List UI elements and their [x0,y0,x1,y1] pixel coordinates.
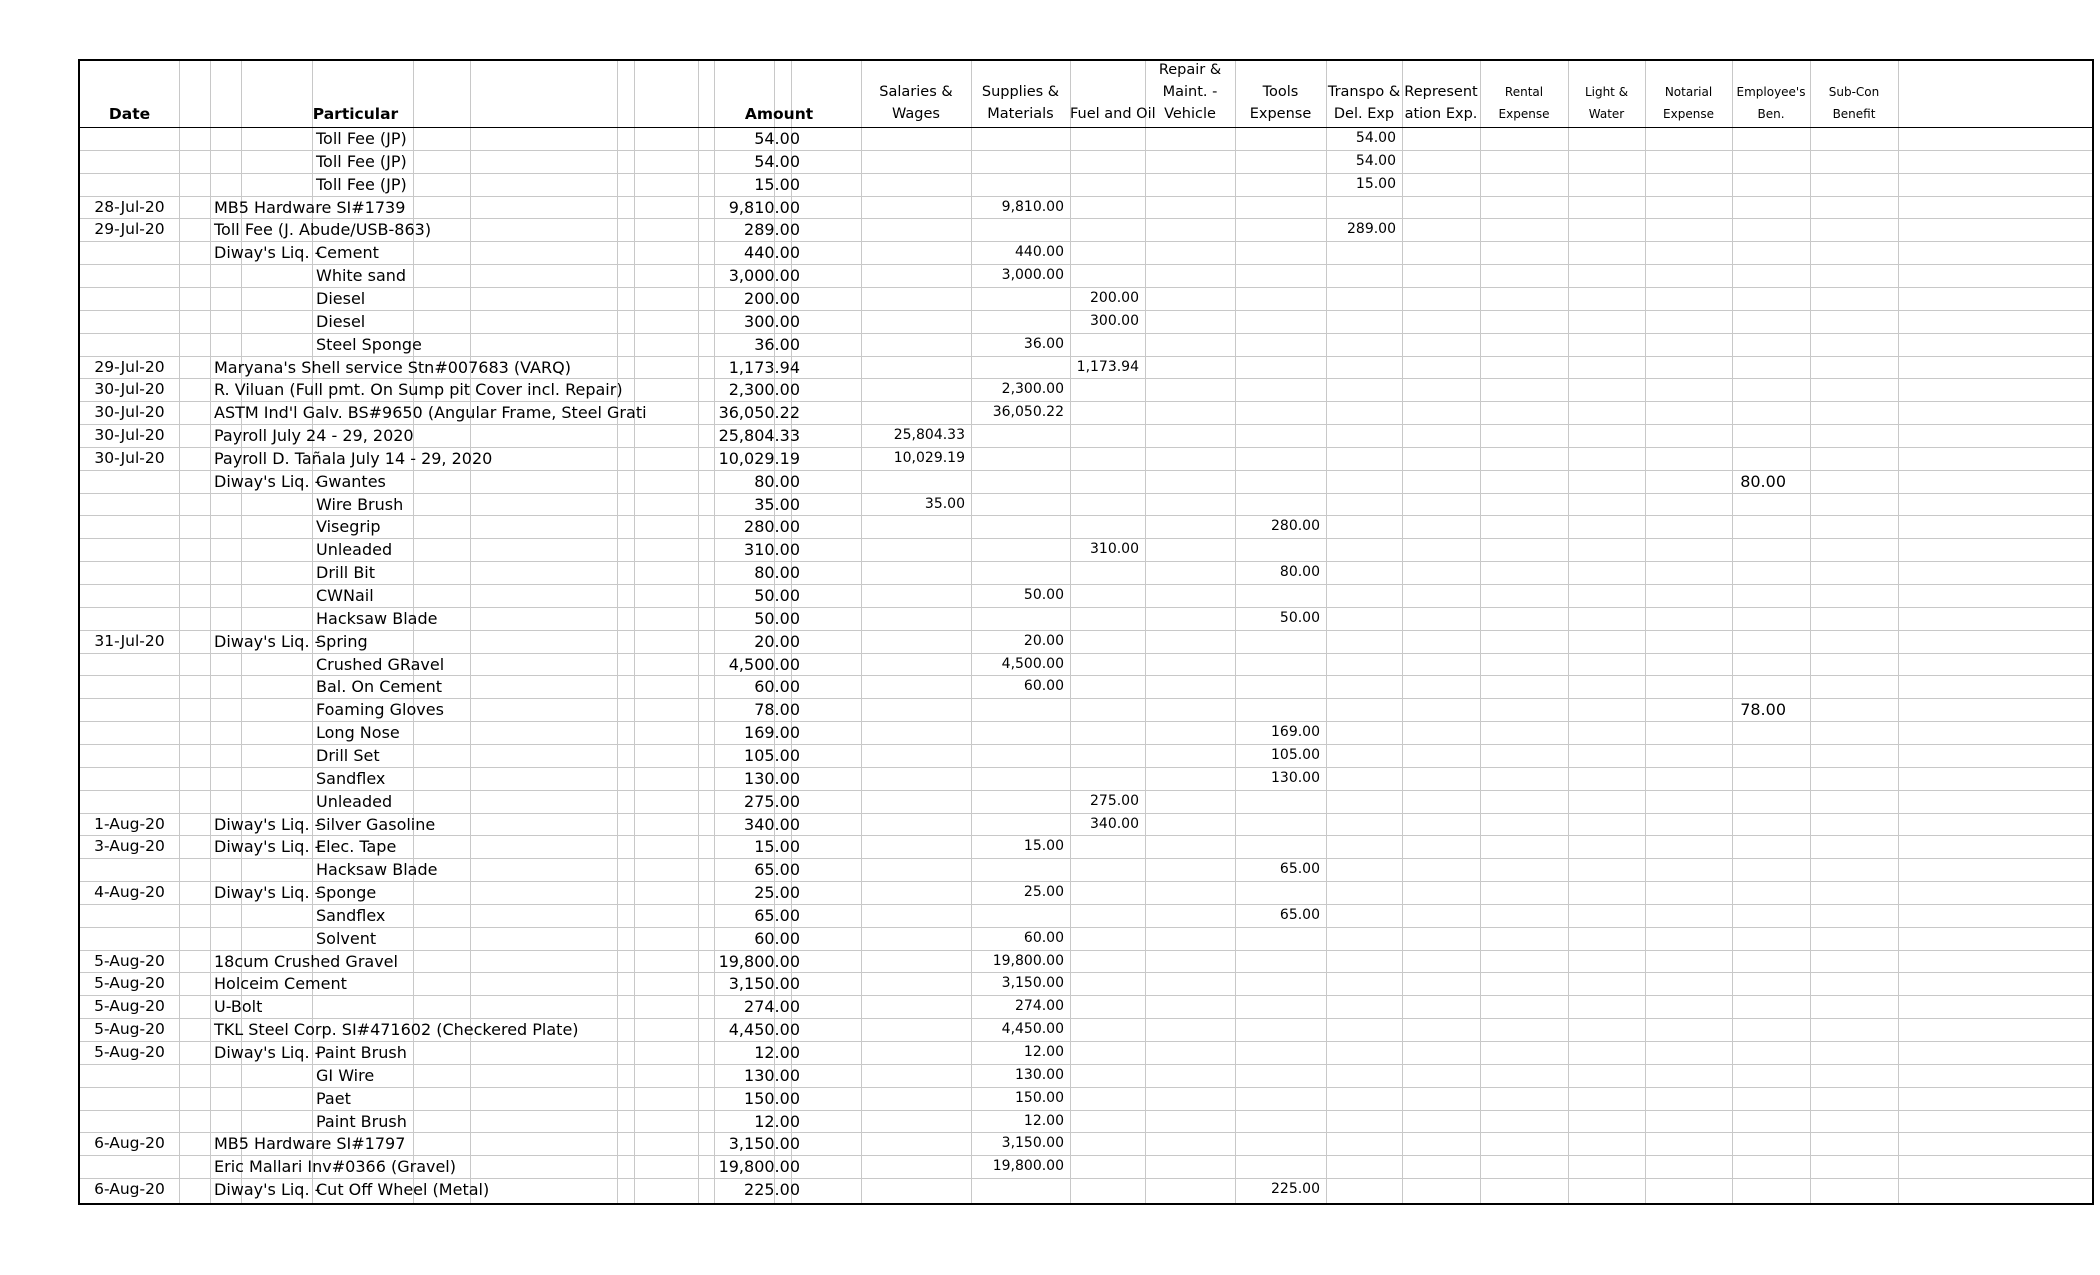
row-item: Unleaded [316,540,393,560]
table-row [80,356,2092,379]
row-amount: 12.00 [754,1043,800,1062]
row-item: Visegrip [316,517,381,537]
row-particular: Toll Fee (J. Abude/USB-863) [214,220,432,240]
table-row [80,538,2092,561]
row-date: 29-Jul-20 [94,357,165,376]
row-supplies-value: 4,450.00 [1001,1021,1064,1038]
row-fuel-value: 200.00 [1090,289,1139,306]
row-item: Foaming Gloves [316,700,444,720]
header-repair-maint: Maint. - [1162,84,1218,100]
row-item: Drill Set [316,745,380,765]
row-amount: 130.00 [744,768,800,788]
header-salaries: Salaries & [879,84,953,100]
row-item: Paint Brush [316,1043,407,1062]
table-row [80,675,2092,698]
row-fuel-value: 1,173.94 [1076,358,1139,375]
row-amount: 1,173.94 [728,357,800,377]
table-row [80,630,2092,653]
row-date: 5-Aug-20 [94,1020,165,1039]
row-tools-value: 105.00 [1271,746,1320,763]
row-supplies-value: 50.00 [1023,587,1064,603]
row-item: Diesel [316,288,366,308]
header-light-water: Water [1588,107,1625,121]
header-tools: Expense [1249,106,1312,122]
row-item: Long Nose [316,723,400,743]
row-tools-value: 280.00 [1271,518,1320,535]
table-row [80,196,2092,219]
row-date: 4-Aug-20 [94,883,165,902]
header-notarial: Expense [1663,107,1714,121]
header-date: Date [108,105,151,123]
row-date: 5-Aug-20 [94,997,165,1016]
header-rental: Rental [1504,85,1544,99]
header-tools: Tools [1262,84,1299,100]
row-supplies-value: 3,150.00 [1001,1135,1064,1152]
table-row [80,264,2092,287]
table-row [80,1110,2092,1133]
row-item: Bal. On Cement [316,677,443,697]
header-rental: Expense [1498,107,1550,121]
row-amount: 169.00 [744,723,800,743]
table-row [80,927,2092,950]
row-fuel-value: 310.00 [1090,541,1139,558]
row-particular: Payroll July 24 - 29, 2020 [214,426,414,446]
row-amount: 50.00 [754,586,800,605]
row-amount: 35.00 [754,494,800,514]
table-row [80,721,2092,744]
header-subcon: Sub-Con [1828,85,1880,99]
row-employee-value: 80.00 [1740,471,1786,491]
table-row [80,493,2092,516]
table-row [80,127,2092,150]
row-supplies-value: 12.00 [1023,1044,1064,1060]
row-supplies-value: 440.00 [1015,244,1064,261]
row-particular: Diway's Liq. - [214,631,321,651]
table-row [80,744,2092,767]
row-item: Silver Gasoline [316,814,436,834]
row-amount: 19,800.00 [718,1157,800,1177]
table-row [80,561,2092,584]
row-date: 30-Jul-20 [94,448,165,467]
row-transpo-value: 15.00 [1355,175,1396,192]
table-row [80,1018,2092,1041]
row-date: 5-Aug-20 [94,974,165,993]
row-supplies-value: 9,810.00 [1001,198,1064,215]
header-employee-ben: Ben. [1757,107,1785,121]
row-date: 30-Jul-20 [94,380,165,399]
row-fuel-value: 340.00 [1090,815,1139,832]
row-item: Wire Brush [316,494,404,514]
row-supplies-value: 25.00 [1023,884,1064,901]
row-date: 6-Aug-20 [94,1134,165,1153]
header-represent: ation Exp. [1404,106,1478,122]
table-row [80,881,2092,904]
row-employee-value: 78.00 [1740,700,1786,720]
row-item: Unleaded [316,791,393,811]
row-particular: Holceim Cement [214,974,347,994]
row-amount: 65.00 [754,905,800,925]
row-amount: 280.00 [744,517,800,537]
row-item: Diesel [316,311,366,331]
row-amount: 50.00 [754,608,800,628]
row-date: 31-Jul-20 [94,631,165,650]
row-item: Cement [316,243,379,263]
row-amount: 9,810.00 [728,197,800,217]
row-amount: 80.00 [754,471,800,491]
table-row [80,1064,2092,1087]
row-date: 30-Jul-20 [94,403,165,422]
row-date: 1-Aug-20 [94,814,165,833]
row-amount: 200.00 [744,288,800,308]
row-amount: 54.00 [754,129,800,148]
row-particular: Payroll D. Tañala July 14 - 29, 2020 [214,448,493,468]
row-item: White sand [316,266,407,286]
table-row [80,904,2092,927]
row-particular: 18cum Crushed Gravel [214,951,398,971]
row-item: Hacksaw Blade [316,860,438,880]
row-amount: 105.00 [744,745,800,765]
table-row [80,401,2092,424]
row-particular: Diway's Liq. - [214,814,321,834]
row-amount: 225.00 [744,1180,800,1200]
row-tools-value: 225.00 [1271,1181,1320,1198]
table-row [80,995,2092,1018]
row-particular: R. Viluan (Full pmt. On Sump pit Cover incl. Repair) [214,380,623,400]
table-row [80,1132,2092,1155]
row-amount: 12.00 [754,1111,800,1131]
table-row [80,607,2092,630]
row-date: 30-Jul-20 [94,426,165,445]
row-tools-value: 65.00 [1279,906,1320,923]
header-repair-maint: Vehicle [1164,106,1216,122]
row-supplies-value: 4,500.00 [1001,655,1064,672]
row-supplies-value: 15.00 [1023,838,1064,855]
row-amount: 440.00 [744,243,800,263]
header-employee-ben: Employee's [1736,85,1806,99]
row-item: Elec. Tape [316,837,397,857]
header-particular: Particular [312,105,399,123]
header-salaries: Wages [892,106,940,122]
table-row [80,698,2092,721]
row-amount: 20.00 [754,631,800,651]
row-tools-value: 169.00 [1271,724,1320,741]
row-salaries-value: 35.00 [924,495,965,512]
row-amount: 65.00 [754,860,800,880]
row-item: Spring [316,631,368,651]
row-item: Steel Sponge [316,334,422,354]
row-amount: 78.00 [754,700,800,720]
row-supplies-value: 20.00 [1023,632,1064,649]
table-row [80,218,2092,241]
row-amount: 3,150.00 [728,1134,800,1154]
row-supplies-value: 60.00 [1023,678,1064,695]
expense-ledger-sheet [78,59,2094,1205]
table-row [80,424,2092,447]
table-row [80,1155,2092,1178]
row-date: 3-Aug-20 [94,837,165,856]
table-row [80,813,2092,836]
row-amount: 19,800.00 [718,951,800,971]
table-row [80,241,2092,264]
row-amount: 54.00 [754,151,800,171]
row-supplies-value: 12.00 [1023,1112,1064,1129]
row-date: 5-Aug-20 [94,1043,165,1061]
header-represent: Represent [1404,84,1478,100]
header-transpo: Del. Exp [1333,106,1395,122]
row-item: Toll Fee (JP) [316,129,407,148]
row-supplies-value: 150.00 [1015,1089,1064,1106]
row-supplies-value: 2,300.00 [1001,381,1064,398]
table-row [80,950,2092,973]
row-particular: Diway's Liq. - [214,1180,321,1200]
row-item: Crushed GRavel [316,654,445,674]
table-row [80,287,2092,310]
row-amount: 36.00 [754,334,800,354]
row-particular: Diway's Liq. - [214,883,321,903]
row-item: Hacksaw Blade [316,608,438,628]
row-supplies-value: 3,150.00 [1001,975,1064,992]
table-row [80,835,2092,858]
row-amount: 274.00 [744,997,800,1017]
row-supplies-value: 274.00 [1015,998,1064,1015]
row-amount: 36,050.22 [718,403,800,423]
row-amount: 310.00 [744,540,800,560]
row-amount: 2,300.00 [728,380,800,400]
header-light-water: Light & [1584,85,1629,99]
header-supplies: Materials [987,106,1054,122]
row-amount: 150.00 [744,1088,800,1108]
table-row [80,378,2092,401]
row-item: Drill Bit [316,563,376,583]
header-subcon: Benefit [1832,107,1876,121]
row-tools-value: 130.00 [1271,769,1320,786]
row-date: 5-Aug-20 [94,951,165,970]
row-amount: 15.00 [754,837,800,857]
table-row [80,333,2092,356]
row-particular: MB5 Hardware SI#1797 [214,1134,406,1154]
row-tools-value: 65.00 [1279,861,1320,878]
row-salaries-value: 25,804.33 [893,427,965,444]
row-item: Sponge [316,883,377,903]
row-amount: 130.00 [744,1065,800,1085]
row-supplies-value: 60.00 [1023,929,1064,946]
row-transpo-value: 54.00 [1355,152,1396,169]
header-transpo: Transpo & [1327,84,1401,100]
row-amount: 25.00 [754,883,800,903]
header-fuel-oil: Fuel and Oil [1070,106,1156,122]
row-amount: 3,000.00 [728,266,800,286]
row-tools-value: 80.00 [1279,564,1320,581]
row-amount: 3,150.00 [728,974,800,994]
table-row [80,790,2092,813]
row-item: Sandflex [316,905,386,925]
row-supplies-value: 130.00 [1015,1066,1064,1083]
table-row [80,150,2092,173]
row-particular: Diway's Liq. - [214,837,321,857]
header-supplies: Supplies & [981,84,1060,100]
header-repair-maint: Repair & [1158,62,1222,78]
row-amount: 4,450.00 [728,1020,800,1040]
row-item: Sandflex [316,768,386,788]
table-row [80,653,2092,676]
row-amount: 10,029.19 [718,448,800,468]
row-supplies-value: 3,000.00 [1001,267,1064,284]
row-amount: 300.00 [744,311,800,331]
row-transpo-value: 289.00 [1347,221,1396,238]
row-amount: 289.00 [744,220,800,240]
row-particular: Diway's Liq. - [214,243,321,263]
row-amount: 4,500.00 [728,654,800,674]
row-amount: 25,804.33 [718,426,800,446]
row-supplies-value: 36,050.22 [992,404,1064,421]
row-amount: 15.00 [754,174,800,194]
row-salaries-value: 10,029.19 [893,449,965,466]
table-row [80,1087,2092,1110]
table-row [80,1178,2092,1201]
table-row [80,470,2092,493]
table-row [80,858,2092,881]
row-amount: 60.00 [754,928,800,948]
row-supplies-value: 19,800.00 [992,952,1064,969]
row-item: Toll Fee (JP) [316,151,407,171]
row-supplies-value: 19,800.00 [992,1158,1064,1175]
table-row [80,767,2092,790]
row-date: 29-Jul-20 [94,220,165,239]
row-date: 6-Aug-20 [94,1180,165,1199]
table-row [80,1041,2092,1064]
row-item: Cut Off Wheel (Metal) [316,1180,490,1200]
row-particular: MB5 Hardware SI#1739 [214,197,406,217]
row-item: Paint Brush [316,1111,407,1131]
row-particular: Diway's Liq. - [214,1043,321,1062]
row-particular: TKL Steel Corp. SI#471602 (Checkered Plate) [214,1020,579,1040]
table-row [80,515,2092,538]
row-item: GI Wire [316,1065,375,1085]
row-particular: U-Bolt [214,997,263,1017]
row-date: 28-Jul-20 [94,197,165,216]
table-row [80,584,2092,607]
table-row [80,972,2092,995]
row-amount: 80.00 [754,563,800,583]
row-fuel-value: 300.00 [1090,312,1139,329]
row-amount: 275.00 [744,791,800,811]
row-item: Toll Fee (JP) [316,174,407,194]
row-particular: Diway's Liq. - [214,471,321,491]
row-transpo-value: 54.00 [1355,130,1396,146]
row-item: Gwantes [316,471,386,491]
table-row [80,310,2092,333]
row-amount: 340.00 [744,814,800,834]
row-particular: ASTM Ind'l Galv. BS#9650 (Angular Frame, Steel Grati [214,403,647,423]
header-amount: Amount [744,105,814,123]
row-item: Solvent [316,928,377,948]
row-supplies-value: 36.00 [1023,335,1064,352]
row-particular: Maryana's Shell service Stn#007683 (VARQ) [214,357,571,377]
header-notarial: Notarial [1664,85,1713,99]
row-tools-value: 50.00 [1279,609,1320,626]
table-row [80,173,2092,196]
row-particular: Eric Mallari Inv#0366 (Gravel) [214,1157,456,1177]
row-item: CWNail [316,586,374,605]
row-item: Paet [316,1088,351,1108]
row-amount: 60.00 [754,677,800,697]
table-row [80,447,2092,470]
row-fuel-value: 275.00 [1090,792,1139,809]
